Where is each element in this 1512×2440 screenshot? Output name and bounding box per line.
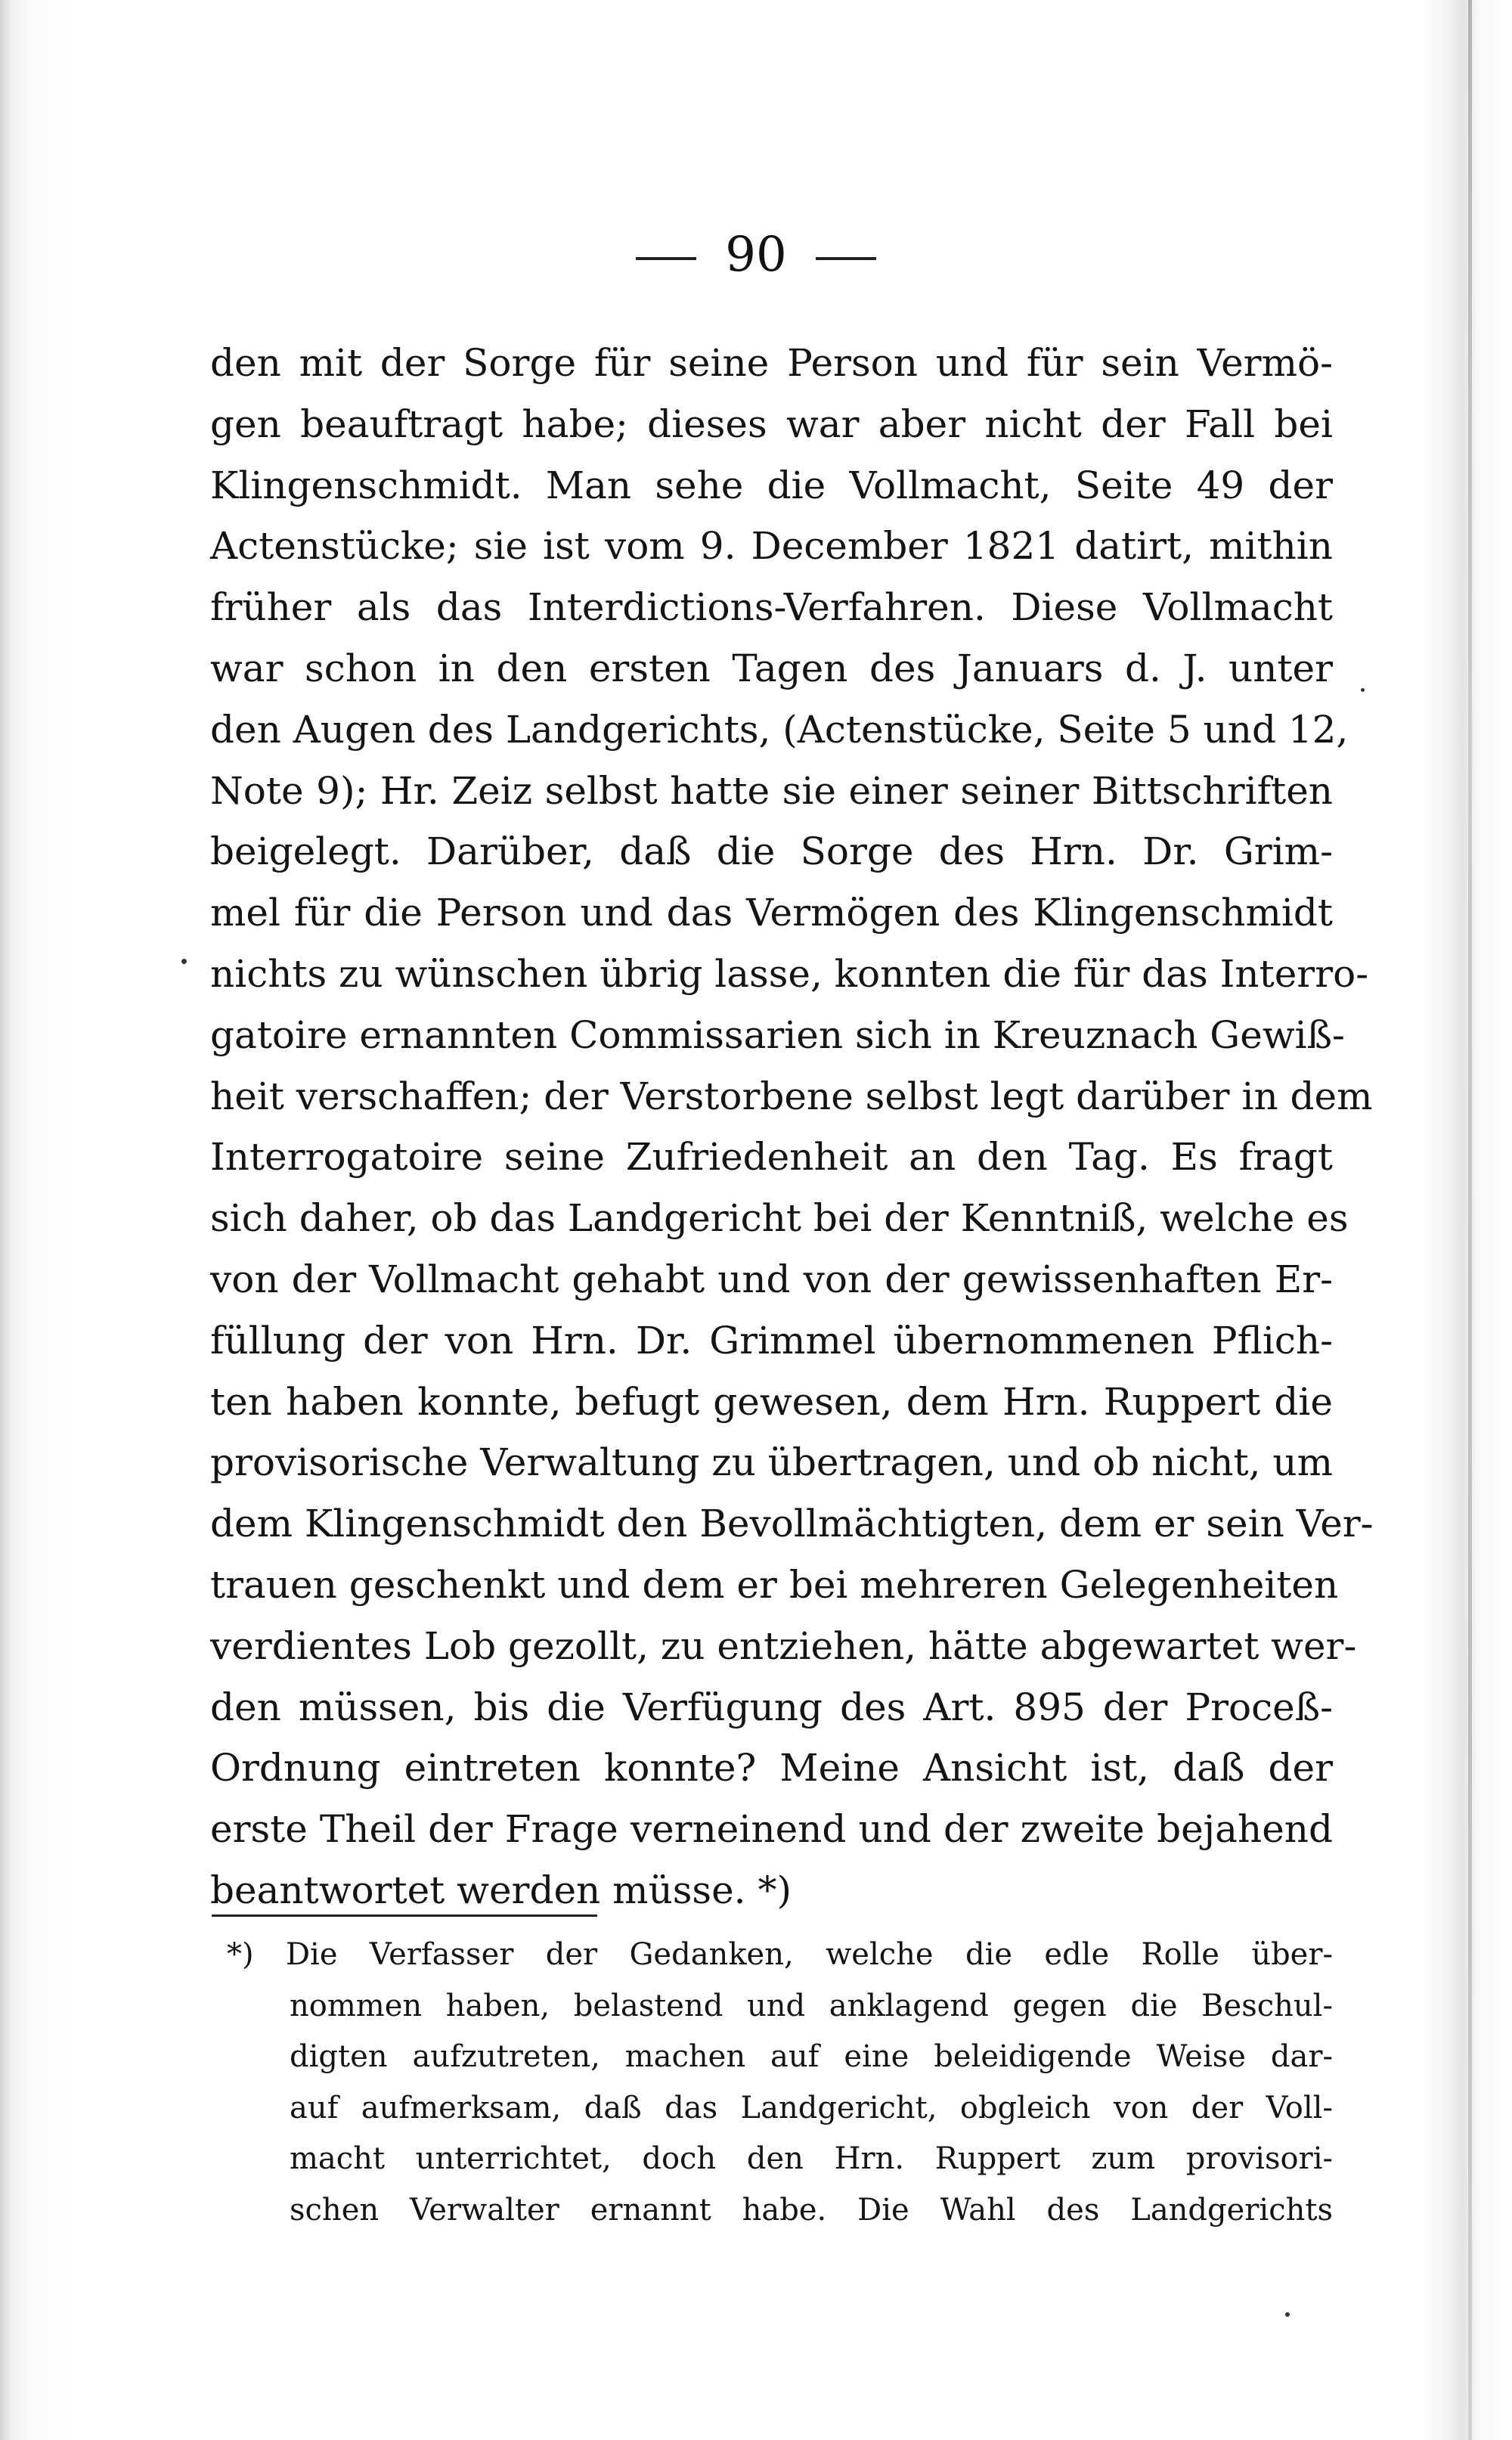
body-line: Ordnung eintreten konnte? Meine Ansicht ist, daß der: [210, 1746, 1333, 1790]
header-dash-left: [636, 257, 696, 260]
footnote: [227, 1930, 1333, 2236]
body-line: provisorische Verwaltung zu übertragen, und ob nicht, um: [210, 1440, 1333, 1485]
body-line: Actenstücke; sie ist vom 9. December 1821 datirt, mithin: [210, 524, 1333, 569]
footnote-line: digten aufzutreten, machen auf eine beleidigende Weise dar-: [290, 2039, 1333, 2074]
body-line: dem Klingenschmidt den Bevollmächtigten, dem er sein Ver-: [210, 1502, 1374, 1546]
body-line: den mit der Sorge für seine Person und für sein Vermö-: [210, 341, 1333, 385]
page-binding-edge: [1468, 0, 1472, 2440]
footnote-line: *) Die Verfasser der Gedanken, welche die edle Rolle über-: [227, 1937, 1333, 1972]
body-line: Klingenschmidt. Man sehe die Vollmacht, Seite 49 der: [210, 463, 1333, 507]
body-line: von der Vollmacht gehabt und von der gewissenhaften Er-: [210, 1257, 1333, 1301]
body-line: gatoire ernannten Commissarien sich in Kreuznach Gewiß-: [210, 1012, 1345, 1057]
body-line: früher als das Interdictions-Verfahren. Diese Vollmacht: [210, 585, 1333, 630]
body-line: heit verschaffen; der Verstorbene selbst legt darüber in dem: [210, 1074, 1373, 1118]
body-line: war schon in den ersten Tagen des Januars d. J. unter: [210, 646, 1333, 690]
page-number: 90: [725, 227, 787, 283]
print-speck: [1361, 688, 1365, 692]
body-text: [210, 333, 1374, 1921]
body-line: gen beauftragt habe; dieses war aber nicht der Fall bei: [210, 401, 1333, 446]
page-header: [0, 227, 1512, 283]
body-line: nichts zu wünschen übrig lasse, konnten die für das Interro-: [210, 951, 1369, 996]
footnote-line: schen Verwalter ernannt habe. Die Wahl des Landgerichts: [290, 2192, 1333, 2228]
body-line: den Augen des Landgerichts, (Actenstücke, Seite 5 und 12,: [210, 707, 1349, 752]
body-line: Interrogatoire seine Zufriedenheit an den Tag. Es fragt: [210, 1135, 1333, 1180]
body-line: beantwortet werden müsse. *): [210, 1868, 792, 1912]
footnote-rule: [212, 1914, 597, 1917]
body-line: den müssen, bis die Verfügung des Art. 895 der Proceß-: [210, 1685, 1333, 1729]
print-speck: [1285, 2312, 1290, 2317]
header-dash-right: [816, 257, 876, 260]
body-line: beigelegt. Darüber, daß die Sorge des Hrn. Dr. Grim-: [210, 829, 1333, 874]
footnote-line: auf aufmerksam, daß das Landgericht, obgleich von der Voll-: [290, 2090, 1333, 2125]
body-line: sich daher, ob das Landgericht bei der Kenntniß, welche es: [210, 1196, 1349, 1241]
footnote-line: macht unterrichtet, doch den Hrn. Ruppert zum provisori-: [290, 2141, 1333, 2176]
body-line: Note 9); Hr. Zeiz selbst hatte sie einer seiner Bittschriften: [210, 768, 1333, 813]
body-line: mel für die Person und das Vermögen des Klingenschmidt: [210, 891, 1333, 935]
footnote-line: nommen haben, belastend und anklagend gegen die Beschul-: [290, 1988, 1333, 2023]
body-line: verdientes Lob gezollt, zu entziehen, hätte abgewartet wer-: [210, 1623, 1357, 1668]
print-speck: [181, 959, 187, 964]
body-line: erste Theil der Frage verneinend und der zweite bejahend: [210, 1807, 1333, 1852]
body-line: trauen geschenkt und dem er bei mehreren Gelegenheiten: [210, 1562, 1339, 1607]
body-line: füllung der von Hrn. Dr. Grimmel übernommenen Pflich-: [210, 1318, 1333, 1363]
body-line: ten haben konnte, befugt gewesen, dem Hrn. Ruppert die: [210, 1379, 1333, 1424]
